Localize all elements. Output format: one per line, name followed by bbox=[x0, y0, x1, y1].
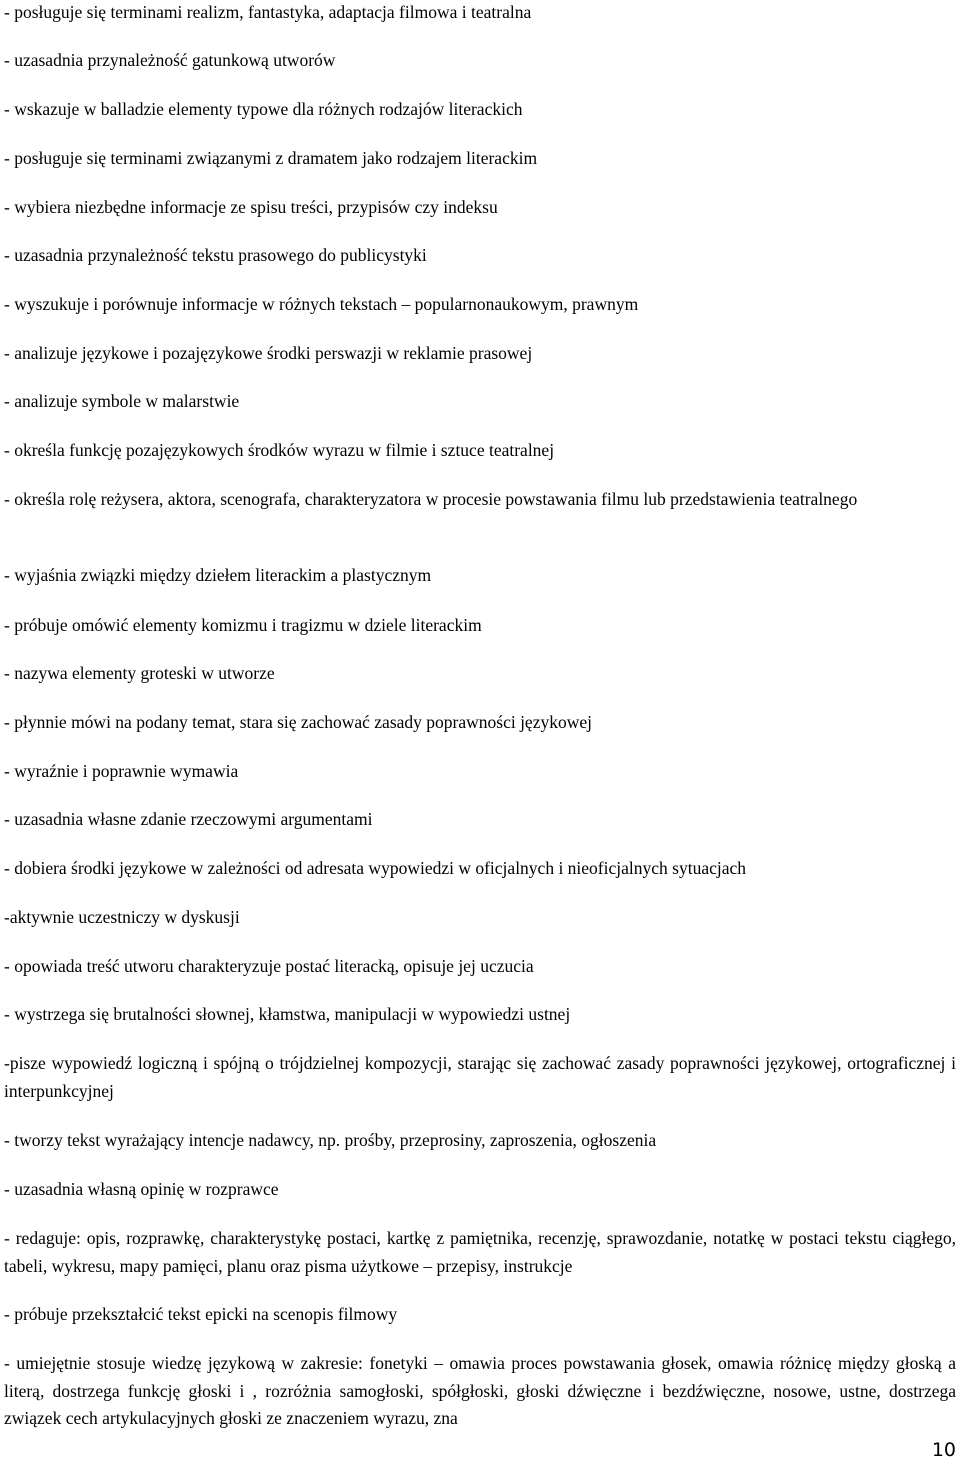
list-item: - uzasadnia przynależność tekstu prasowego do publicystyki bbox=[4, 245, 427, 265]
list-item: - dobiera środki językowe w zależności od adresata wypowiedzi w oficjalnych i nieoficjalnych sytuacjach bbox=[4, 858, 747, 878]
list-item: - wyraźnie i poprawnie wymawia bbox=[4, 761, 239, 781]
list-item: - wybiera niezbędne informacje ze spisu treści, przypisów czy indeksu bbox=[4, 197, 498, 217]
list-item: - wyjaśnia związki między dziełem literackim a plastycznym bbox=[4, 565, 432, 585]
list-item: - płynnie mówi na podany temat, stara się zachować zasady poprawności językowej bbox=[4, 712, 592, 732]
list-item: - próbuje przekształcić tekst epicki na scenopis filmowy bbox=[4, 1304, 398, 1324]
list-item: -aktywnie uczestniczy w dyskusji bbox=[4, 907, 240, 927]
list-item: - określa rolę reżysera, aktora, scenografa, charakteryzatora w procesie powstawania filmu lub przedstawienia teatralnego bbox=[4, 489, 858, 509]
list-item: - nazywa elementy groteski w utworze bbox=[4, 663, 275, 683]
list-item: - wyszukuje i porównuje informacje w różnych tekstach – popularnonaukowym, prawnym bbox=[4, 294, 639, 314]
list-item: - umiejętnie stosuje wiedzę językową w zakresie: fonetyki – omawia proces powstawania głosek, omawia różnicę między głoską a literą, dostrzega funkcję głoski i , rozróżnia samogłoski, spółgłoski, głoski dźwięczne i bezdźwięczne, nosowe, ustne, dostrzega związek cech artykulacyjnych głoski ze znaczeniem wyrazu, zna bbox=[4, 1353, 956, 1428]
list-item: - analizuje symbole w malarstwie bbox=[4, 391, 240, 411]
list-item: - redaguje: opis, rozprawkę, charakterystykę postaci, kartkę z pamiętnika, recenzję, sprawozdanie, notatkę w postaci tekstu ciągłego, tabeli, wykresu, mapy pamięci, planu oraz pisma użytkowe – przepisy, instrukcje bbox=[4, 1228, 956, 1276]
list-item: - wskazuje w balladzie elementy typowe dla różnych rodzajów literackich bbox=[4, 99, 523, 119]
list-item: - posługuje się terminami związanymi z dramatem jako rodzajem literackim bbox=[4, 148, 538, 168]
list-item: - analizuje językowe i pozajęzykowe środki perswazji w reklamie prasowej bbox=[4, 343, 533, 363]
list-item: - opowiada treść utworu charakteryzuje postać literacką, opisuje jej uczucia bbox=[4, 956, 534, 976]
list-item: - próbuje omówić elementy komizmu i tragizmu w dziele literackim bbox=[4, 615, 482, 635]
list-item: - tworzy tekst wyrażający intencje nadawcy, np. prośby, przeprosiny, zaproszenia, ogłoszenia bbox=[4, 1130, 657, 1150]
page-number: 10 bbox=[931, 1439, 956, 1461]
list-item: -pisze wypowiedź logiczną i spójną o trójdzielnej kompozycji, starając się zachować zasady poprawności językowej, ortograficznej i interpunkcyjnej bbox=[4, 1053, 956, 1101]
list-item: - uzasadnia przynależność gatunkową utworów bbox=[4, 50, 336, 70]
list-item: - uzasadnia własną opinię w rozprawce bbox=[4, 1179, 279, 1199]
list-item: - wystrzega się brutalności słownej, kłamstwa, manipulacji w wypowiedzi ustnej bbox=[4, 1004, 571, 1024]
list-item: - określa funkcję pozajęzykowych środków wyrazu w filmie i sztuce teatralnej bbox=[4, 440, 555, 460]
list-item: - posługuje się terminami realizm, fantastyka, adaptacja filmowa i teatralna bbox=[4, 2, 532, 22]
list-item: - uzasadnia własne zdanie rzeczowymi argumentami bbox=[4, 809, 373, 829]
